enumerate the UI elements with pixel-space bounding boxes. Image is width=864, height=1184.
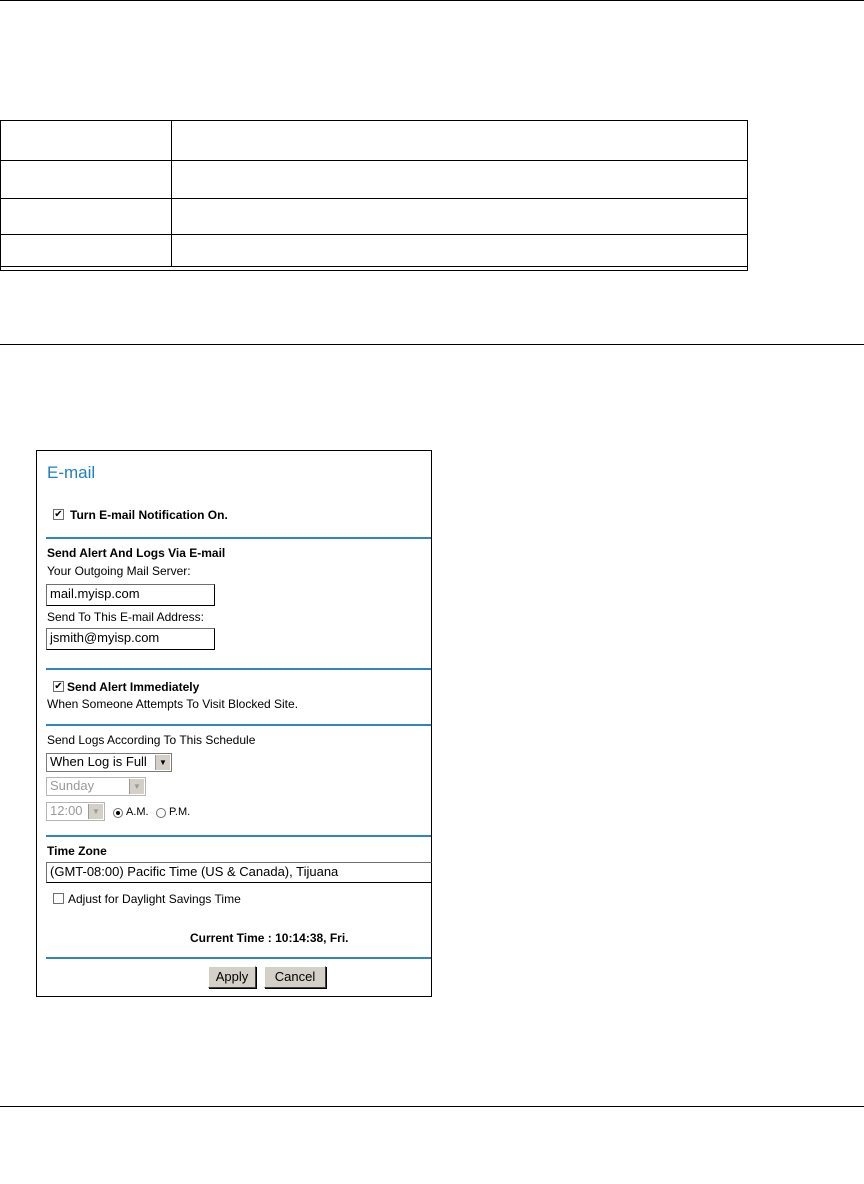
- cancel-button[interactable]: Cancel: [264, 966, 326, 988]
- dst-label: Adjust for Daylight Savings Time: [68, 892, 241, 906]
- mail-server-input[interactable]: mail.myisp.com: [46, 584, 215, 606]
- email-notification-checkbox[interactable]: [53, 509, 64, 520]
- dst-checkbox[interactable]: [53, 893, 64, 904]
- pm-radio[interactable]: [156, 808, 166, 818]
- chevron-down-icon: ▼: [155, 755, 170, 770]
- log-time-select[interactable]: [46, 802, 105, 821]
- email-settings-panel: [36, 450, 432, 997]
- timezone-select[interactable]: (GMT-08:00) Pacific Time (US & Canada), Tijuana: [46, 862, 432, 883]
- table-border-left: [0, 120, 1, 271]
- chevron-down-icon: ▼: [129, 779, 144, 794]
- send-alert-label: Send Alert Immediately: [67, 680, 200, 694]
- section-rule: [0, 344, 864, 345]
- bottom-rule: [0, 1106, 864, 1107]
- log-frequency-value: When Log is Full: [50, 754, 147, 769]
- table-border-right: [747, 120, 748, 271]
- table-row-divider: [0, 234, 748, 235]
- top-rule: [0, 0, 864, 1]
- email-notification-label: Turn E-mail Notification On.: [70, 508, 228, 522]
- section-separator: [46, 957, 431, 959]
- table-border-bottom: [0, 270, 748, 271]
- panel-title: E-mail: [47, 463, 96, 482]
- table-column-divider: [171, 120, 172, 267]
- pm-label: P.M.: [169, 806, 191, 818]
- am-label: A.M.: [126, 806, 149, 818]
- log-frequency-select[interactable]: [46, 753, 172, 772]
- empty-table: [0, 120, 748, 271]
- checkmark-icon: ✔: [54, 509, 63, 520]
- timezone-heading: Time Zone: [47, 844, 107, 858]
- section-separator: [46, 668, 431, 670]
- apply-button[interactable]: Apply: [208, 966, 256, 988]
- send-section-heading: Send Alert And Logs Via E-mail: [47, 546, 226, 560]
- table-row-divider: [0, 160, 748, 161]
- schedule-heading: Send Logs According To This Schedule: [47, 733, 256, 747]
- log-time-value: 12:00: [50, 803, 83, 818]
- send-alert-checkbox[interactable]: [53, 681, 64, 692]
- section-separator: [46, 537, 431, 539]
- send-alert-description: When Someone Attempts To Visit Blocked Site.: [47, 697, 299, 711]
- log-day-select[interactable]: [46, 777, 146, 796]
- chevron-down-icon: ▼: [88, 804, 103, 819]
- section-separator: [46, 724, 431, 726]
- email-address-label: Send To This E-mail Address:: [47, 610, 204, 624]
- section-separator: [46, 835, 431, 837]
- log-day-value: Sunday: [50, 778, 95, 793]
- table-row-divider: [0, 266, 748, 267]
- mail-server-label: Your Outgoing Mail Server:: [47, 564, 191, 578]
- table-row-divider: [0, 198, 748, 199]
- email-address-input[interactable]: jsmith@myisp.com: [46, 628, 215, 650]
- am-radio[interactable]: [113, 808, 123, 818]
- table-border-top: [0, 120, 748, 121]
- checkmark-icon: ✔: [54, 681, 63, 692]
- current-time: Current Time : 10:14:38, Fri.: [190, 931, 349, 945]
